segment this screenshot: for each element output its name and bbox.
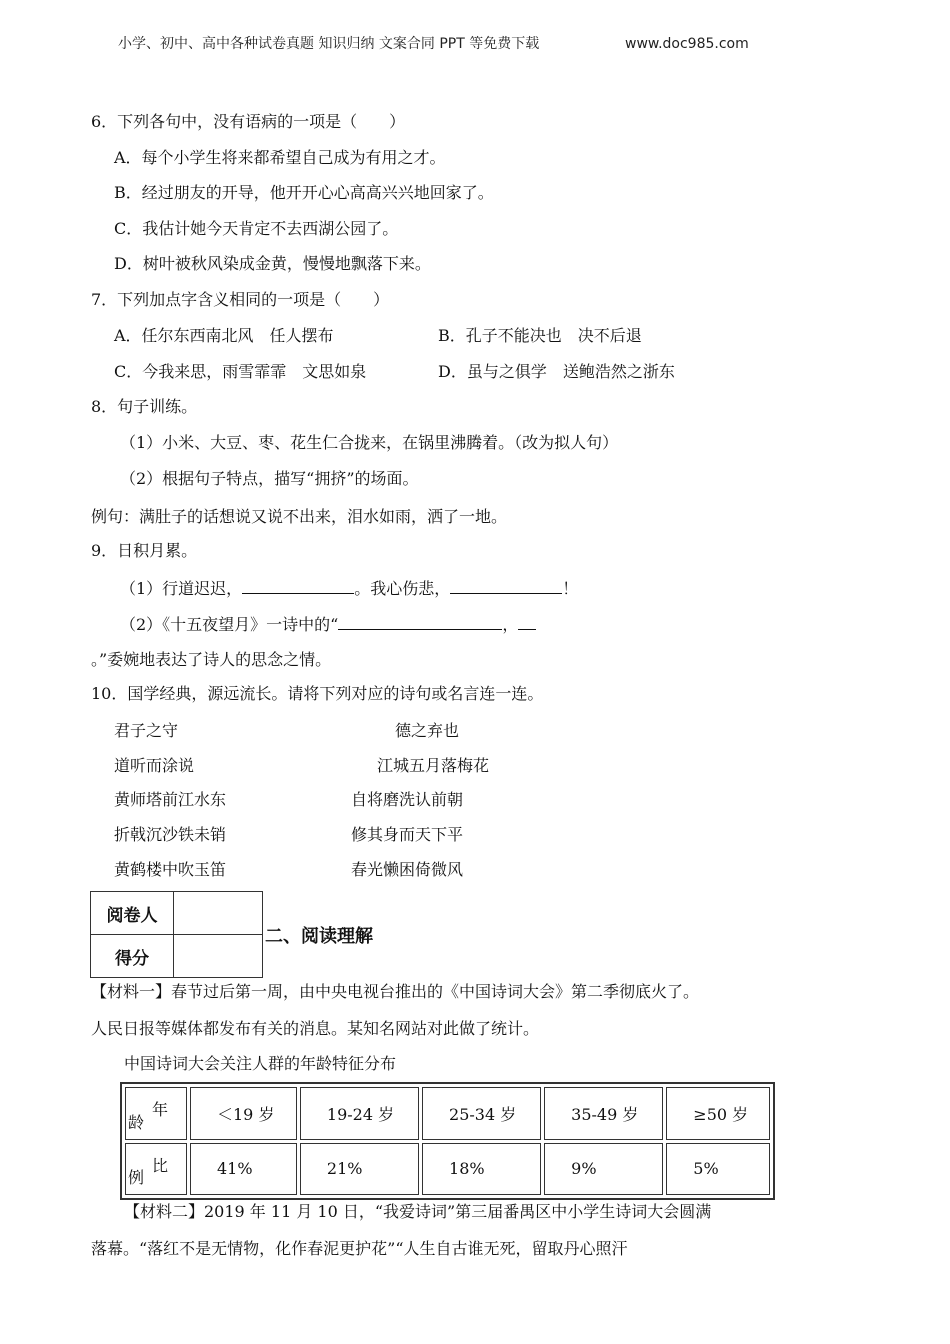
q10-right-3: 自将磨洗认前朝 [351,790,464,809]
q10-left-5: 黄鹤楼中吹玉笛 [114,860,227,879]
q10-left-1: 君子之守 [114,721,179,740]
q6-option-a: A．每个小学生将来都希望自己成为有用之才。 [114,148,446,167]
table-caption: 中国诗词大会关注人群的年龄特征分布 [124,1054,397,1073]
material1-line-2: 人民日报等媒体都发布有关的消息。某知名网站对此做了统计。 [91,1019,540,1038]
q9-blank-1[interactable] [242,579,354,594]
ratio-header-cell [125,1143,187,1196]
ratio-cell: 18% [422,1143,541,1196]
age-cell: ＜19 岁 [190,1087,297,1140]
table-row [125,1087,770,1140]
ratio-cell: 21% [300,1143,419,1196]
q6-option-d: D．树叶被秋风染成金黄，慢慢地飘落下来。 [114,254,431,273]
ratio-cell: 9% [544,1143,663,1196]
q10-right-2: 江城五月落梅花 [377,756,490,775]
q9-blank-2[interactable] [450,579,562,594]
header-text: 小学、初中、高中各种试卷真题 知识归纳 文案合同 PPT 等免费下载 [118,36,540,52]
ratio-label-bottom: 例 [128,1168,145,1187]
age-cell: ≥50 岁 [666,1087,770,1140]
q8-item-1: （1）小米、大豆、枣、花生仁合拢来，在锅里沸腾着。（改为拟人句） [120,433,619,452]
q10-right-1: 德之弃也 [395,721,460,740]
grader-score-label: 得分 [91,935,174,978]
q6-stem: 6．下列各句中，没有语病的一项是（ ） [91,112,406,131]
q9-line1-text-a: （1）行道迟迟， [120,579,243,598]
q9-stem: 9．日积月累。 [91,541,198,560]
age-cell: 35-49 岁 [544,1087,663,1140]
header-url: www.doc985.com [625,36,749,52]
grader-reviewer-label: 阅卷人 [91,892,174,935]
grader-reviewer-field[interactable] [174,892,263,935]
q7-stem: 7．下列加点字含义相同的一项是（ ） [91,290,390,309]
q9-line-2 [120,615,536,633]
grader-table [90,891,263,978]
q8-stem: 8．句子训练。 [91,397,198,416]
q9-line2-text-a: （2）《十五夜望月》一诗中的“ [120,615,339,634]
table-row [125,1143,770,1196]
ratio-label-top: 比 [151,1155,168,1175]
q9-line1-text-c: ！ [562,579,579,598]
q10-left-4: 折戟沉沙铁未销 [114,825,227,844]
age-label-bottom: 龄 [128,1112,145,1132]
q7-option-c: C．今我来思，雨雪霏霏 文思如泉 [114,362,367,381]
q6-option-c: C．我估计她今天肯定不去西湖公园了。 [114,219,399,238]
q9-line-1 [120,579,578,597]
q9-blank-4[interactable] [518,615,536,630]
q10-right-5: 春光懒困倚微风 [351,860,464,879]
age-header-cell [125,1087,187,1140]
age-label-top: 年 [151,1100,168,1119]
q9-blank-3[interactable] [338,615,502,630]
q8-item-2: （2）根据句子特点，描写“拥挤”的场面。 [120,469,419,488]
age-cell: 19-24 岁 [300,1087,419,1140]
q7-option-d: D．虽与之俱学 送鲍浩然之浙东 [438,362,675,381]
q9-line-3: 。”委婉地表达了诗人的思念之情。 [91,650,332,669]
material1-line-1: 【材料一】春节过后第一周，由中央电视台推出的《中国诗词大会》第二季彻底火了。 [91,982,700,1001]
q9-line1-text-b: 。我心伤悲， [354,579,451,598]
q6-option-b: B．经过朋友的开导，他开开心心高高兴兴地回家了。 [114,183,494,202]
age-distribution-table [120,1082,775,1200]
q10-left-3: 黄师塔前江水东 [114,790,227,809]
ratio-cell: 41% [190,1143,297,1196]
q10-right-4: 修其身而天下平 [351,825,464,844]
section-title: 二、阅读理解 [265,926,373,947]
q7-option-a: A．任尔东西南北风 任人摆布 [114,326,334,345]
material2-line-1: 【材料二】2019 年 11 月 10 日，“我爱诗词”第三届番禺区中小学生诗词大会圆满 [124,1202,712,1221]
q10-left-2: 道听而涂说 [114,756,195,775]
q10-stem: 10．国学经典，源远流长。请将下列对应的诗句或名言连一连。 [91,684,544,703]
material2-line-2: 落幕。“落红不是无情物，化作春泥更护花”“人生自古谁无死，留取丹心照汗 [91,1239,628,1258]
age-cell: 25-34 岁 [422,1087,541,1140]
grader-score-field[interactable] [174,935,263,978]
ratio-cell: 5% [666,1143,770,1196]
q7-option-b: B．孔子不能决也 决不后退 [438,326,642,345]
q8-example: 例句：满肚子的话想说又说不出来，泪水如雨，洒了一地。 [91,507,508,526]
q9-line2-text-b: ， [502,615,519,634]
